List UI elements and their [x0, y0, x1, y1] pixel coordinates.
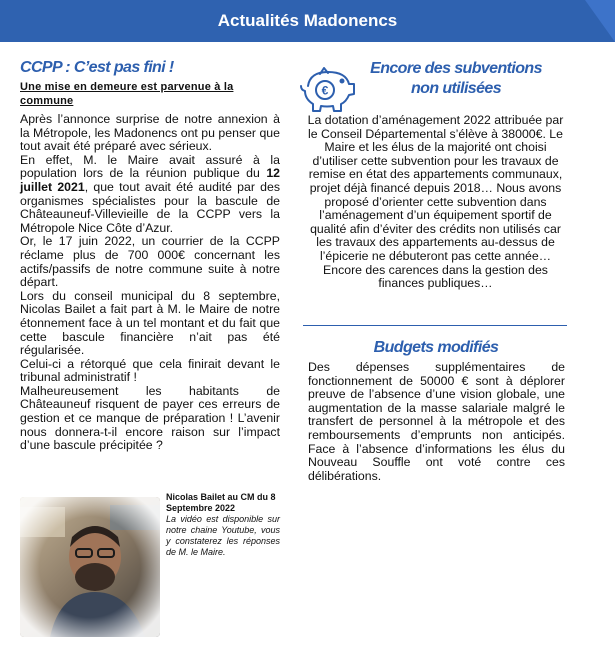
council-meeting-photo [20, 497, 160, 637]
banner-title: Actualités Madonencs [217, 11, 398, 30]
subsidies-title: Encore des subventions non utilisées [370, 60, 542, 97]
ccpp-title: CCPP : C’est pas fini ! [20, 59, 174, 76]
ccpp-paragraph-1: Après l’annonce surprise de notre annexion à la Métropole, les Madonencs ont pu penser que tout avait été préparé avec sérieux. [20, 112, 280, 154]
caption-title: Nicolas Bailet au CM du 8 Septembre 2022 [166, 492, 276, 513]
budgets-text: Des dépenses supplémentaires de fonctionnement de 50000 € sont à déplorer preuve de l’absence d’une vision globale, une augmentation de la masse salariale malgré le transfert de personnel à la métropole et des remboursements d’emprunts non anticipés. Face à l’absence d’informations les élus du Nouveau Souffle ont voté contre ces délibérations. [308, 360, 565, 483]
subsidies-text: La dotation d’aménagement 2022 attribuée par le Conseil Départemental s’élève à 38000€. Le Maire et les élus de la majorité ont choisi d’utiliser cette subvention pour les travaux de remise en état des appartements communaux, projet déjà financé depuis 2018… Nous avons proposé d’orienter cette subvention dans l’aménagement d’un équipement sportif de qualité afin d’éviter des crédits non utilisés car les travaux des appartements au-dessus de l’épicerie ne débuteront pas cette année… Encore des carences dans la gestion des finances publiques… [307, 113, 564, 291]
ccpp-p2-end: , que tout avait été audité par des organismes spécialistes pour la bascule de Châteauneuf-Villevieille de la CCPP vers la Métropole Nice Côte d’Azur. [20, 179, 280, 235]
ccpp-p2-start: En effet, M. le Maire avait assuré à la population lors de la réunion publique du [20, 152, 280, 181]
ccpp-paragraph-2 [20, 154, 280, 236]
ccpp-p2-date: 12 juillet 2021 [20, 166, 280, 194]
budgets-title: Budgets modifiés [373, 339, 499, 356]
ccpp-article [20, 113, 280, 453]
ccpp-paragraph-3: Or, le 17 juin 2022, un courrier de la CCPP réclame plus de 700 000€ concernant les actifs/passifs de notre commune suite à notre départ. [20, 234, 280, 290]
ccpp-paragraph-4: Lors du conseil municipal du 8 septembre, Nicolas Bailet a fait part à M. le Maire de notre étonnement face à un tel montant et du fait que cette bascule financière n’ait pas été régularisée. [20, 288, 280, 358]
ccpp-paragraph-5: Celui-ci a rétorqué que cela finirait devant le tribunal administratif ! [20, 356, 280, 385]
ccpp-paragraph-6: Malheureusement les habitants de Châteauneuf risquent de payer ces erreurs de gestion et ce manque de préparation ! L’avenir nous donnera-t-il encore raison sur l’impact d’une bascule précipitée ? [20, 383, 280, 453]
banner-corner-decoration [585, 0, 615, 42]
section-banner [0, 0, 615, 42]
svg-text:€: € [321, 83, 329, 98]
section-divider [303, 325, 567, 326]
caption-body: La vidéo est disponible sur notre chaine Youtube, vous y constaterez les réponses de M. le Maire. [166, 514, 280, 557]
ccpp-subtitle: Une mise en demeure est parvenue à la commune [20, 81, 234, 107]
photo-caption [166, 492, 280, 558]
piggy-bank-euro-icon [296, 64, 358, 114]
